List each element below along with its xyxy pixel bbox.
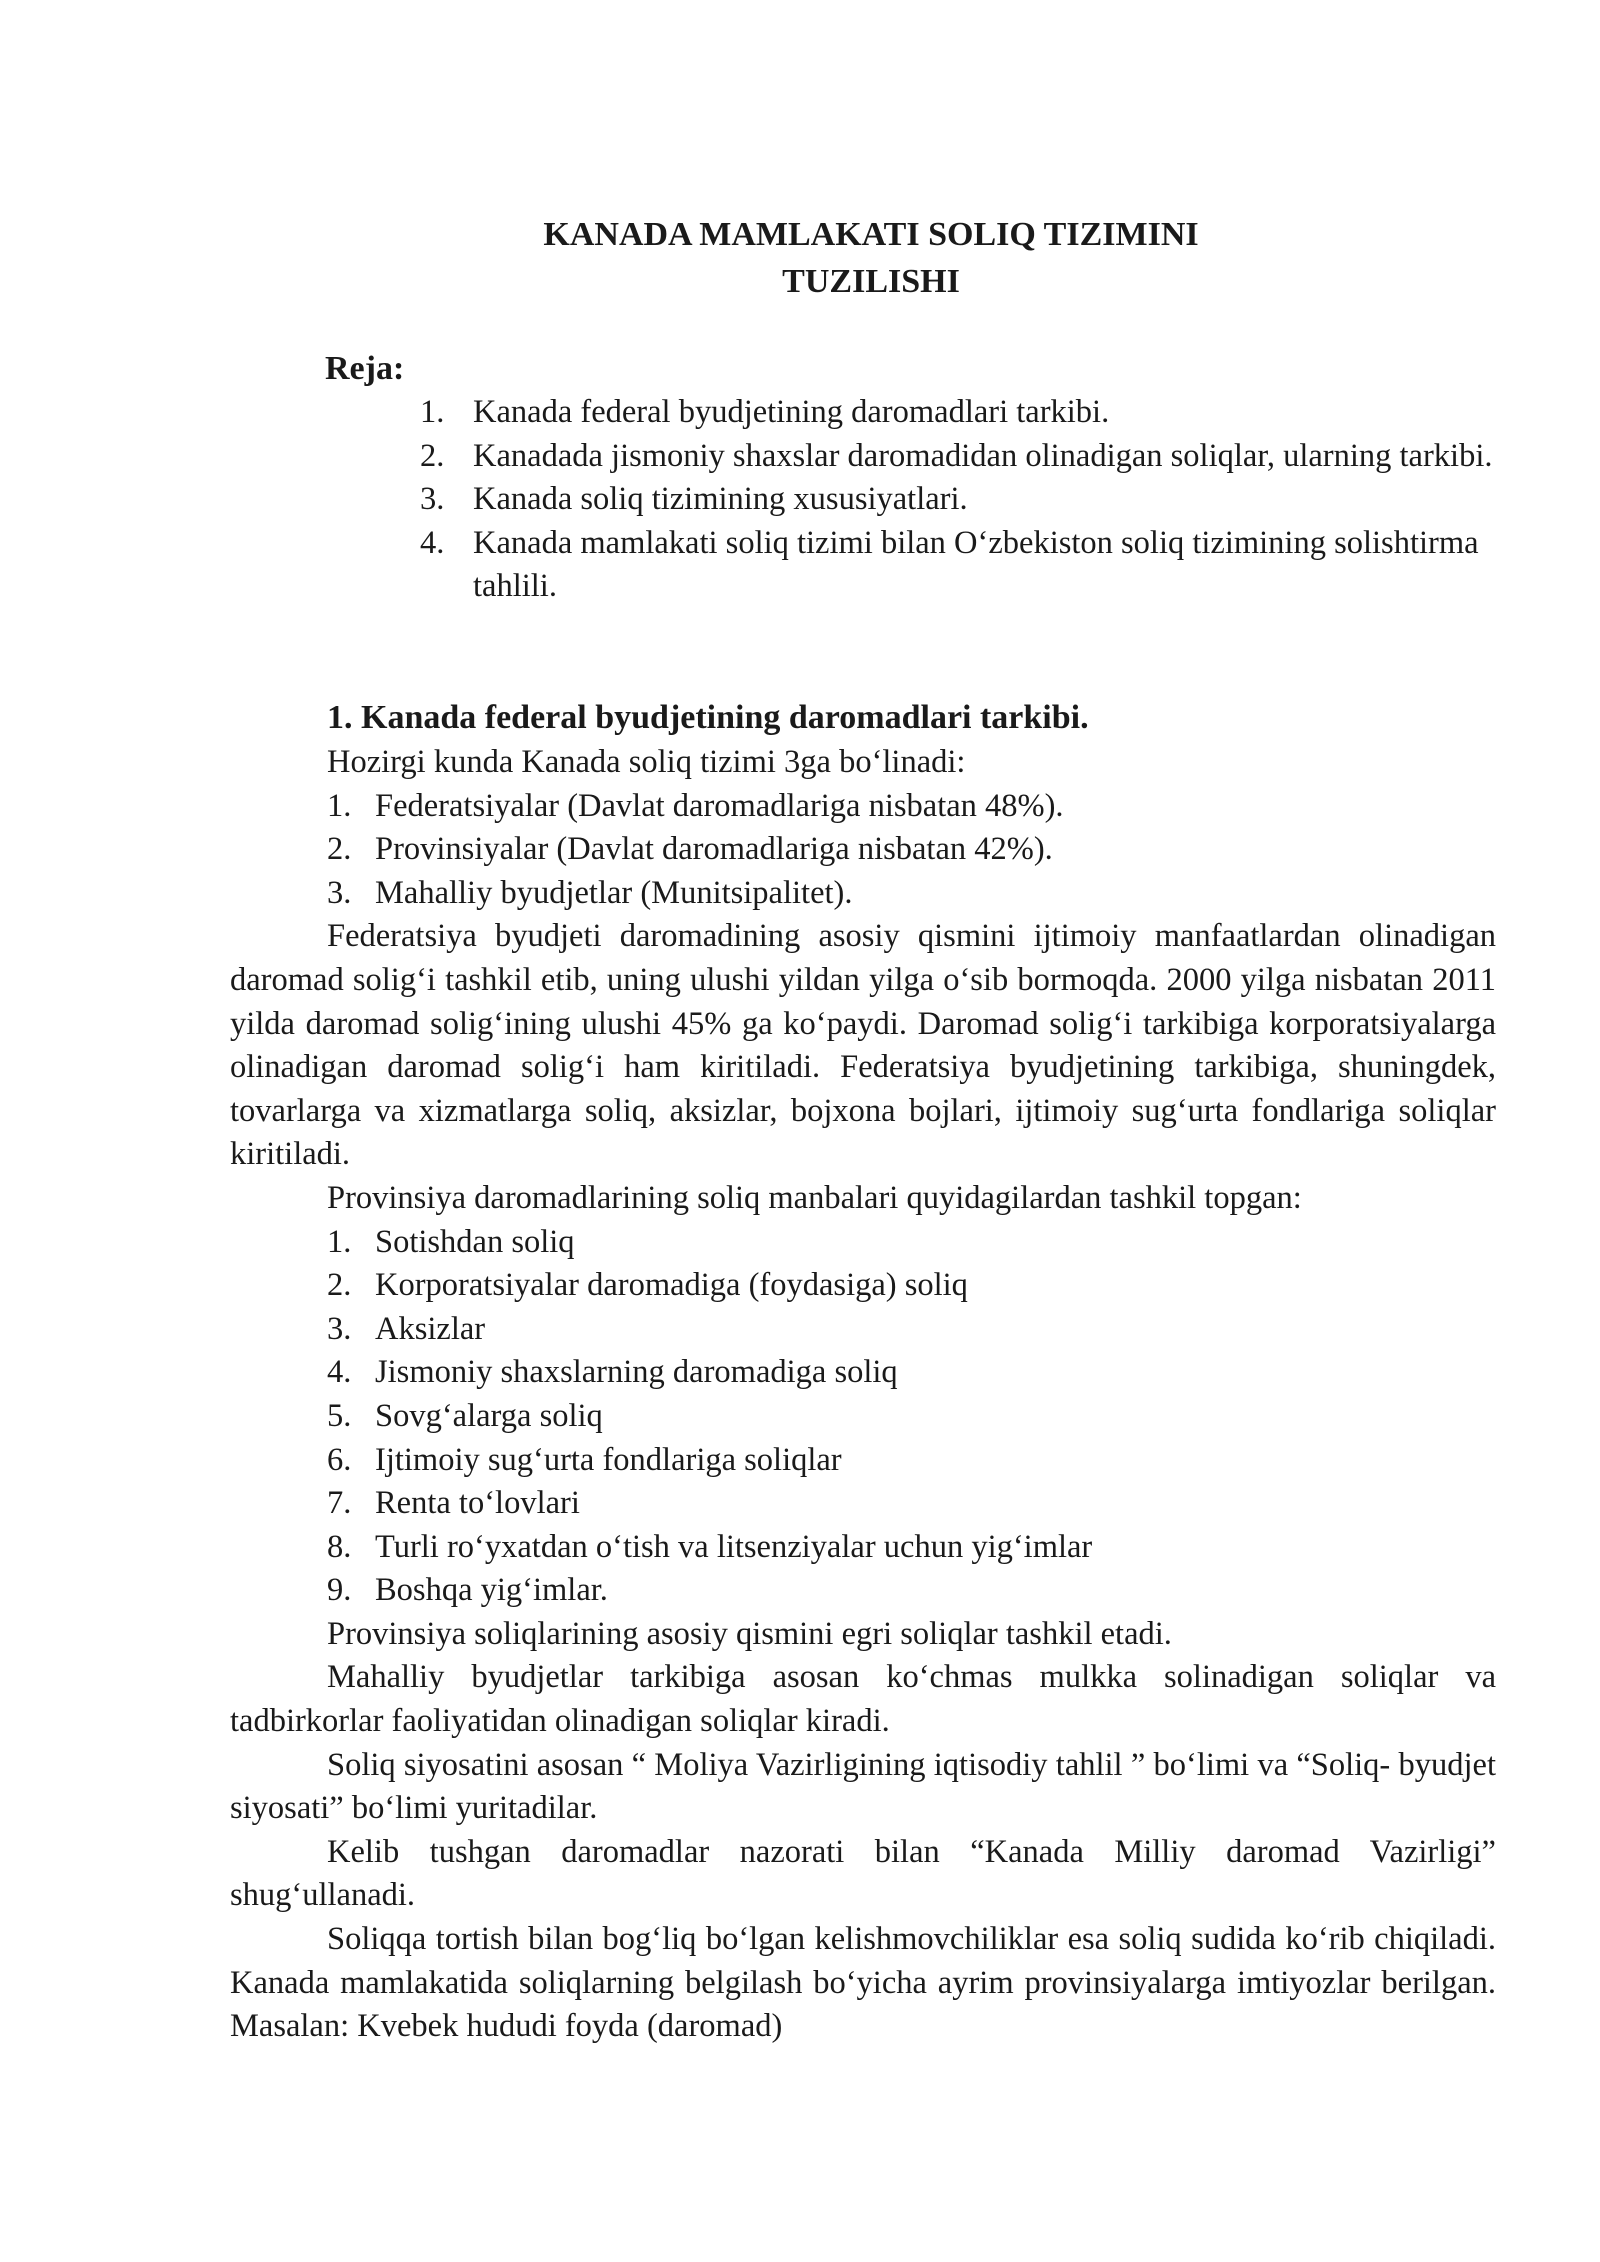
tax-policy-paragraph: Soliq siyosatini asosan “ Moliya Vazirligining iqtisodiy tahlil ” bo‘limi va “Soliq- byudjet siyosati” bo‘limi yuritadilar. [230, 1746, 1496, 1827]
list-item [230, 785, 1496, 829]
list-item-number: 3. [327, 1310, 352, 1347]
list-item-number: 8. [327, 1528, 352, 1565]
list-item-text: Sotishdan soliq [375, 1223, 575, 1260]
plan-item [420, 391, 1496, 435]
list-item-text: Federatsiyalar (Davlat daromadlariga nisbatan 48%). [375, 787, 1064, 824]
plan-list [420, 391, 1496, 609]
list-item-number: 4. [327, 1354, 352, 1391]
list-item-text: Aksizlar [375, 1310, 486, 1347]
list-item [230, 828, 1496, 872]
plan-item-text: Kanada mamlakati soliq tizimi bilan O‘zbekiston soliq tizimining solishtirma tahlili. [473, 524, 1479, 605]
list-item-number: 9. [327, 1572, 352, 1609]
provincial-intro-paragraph: Provinsiya daromadlarining soliq manbalari quyidagilardan tashkil topgan: [327, 1179, 1302, 1216]
document-title-line-2: TUZILISHI [782, 263, 960, 300]
list-item [230, 1395, 1496, 1439]
federal-budget-paragraph: Federatsiya byudjeti daromadining asosiy qismini ijtimoiy manfaatlardan olinadigan daromad solig‘i tashkil etib, uning ulushi yildan yilga o‘sib bormoqda. 2000 yilga nisbatan 2011 yilda daromad solig‘ining ulushi 45% ga ko‘paydi. Daromad solig‘i tarkibiga korporatsiyalarga olinadigan daromad solig‘i ham kiritiladi. Federatsiya byudjetining tarkibiga, shuningdek, tovarlarga va xizmatlarga soliq, aksizlar, bojxona bojlari, ijtimoiy sug‘urta fondlariga soliqlar kiritiladi. [230, 918, 1496, 1173]
list-item-text: Sovg‘alarga soliq [375, 1397, 603, 1434]
local-budgets-paragraph: Mahalliy byudjetlar tarkibiga asosan ko‘chmas mulkka solinadigan soliqlar va tadbirkorlar faoliyatidan olinadigan soliqlar kiradi. [230, 1659, 1496, 1740]
plan-item-number: 4. [420, 524, 445, 561]
intro-paragraph: Hozirgi kunda Kanada soliq tizimi 3ga bo‘linadi: [327, 744, 966, 780]
list-item [230, 1526, 1496, 1570]
plan-item-text: Kanada soliq tizimining xususiyatlari. [473, 481, 968, 518]
indirect-taxes-paragraph: Provinsiya soliqlarining asosiy qismini egri soliqlar tashkil etadi. [327, 1615, 1172, 1652]
document-title-line-1: KANADA MAMLAKATI SOLIQ TIZIMINI [543, 216, 1199, 253]
list-item-text: Provinsiyalar (Davlat daromadlariga nisbatan 42%). [375, 831, 1053, 868]
plan-item-number: 3. [420, 481, 445, 518]
revenue-control-paragraph: Kelib tushgan daromadlar nazorati bilan “Kanada Milliy daromad Vazirligi” shug‘ullanadi. [230, 1833, 1496, 1914]
list-item [230, 872, 1496, 916]
list-item-number: 6. [327, 1441, 352, 1478]
provincial-sources-list [230, 1221, 1496, 1613]
plan-item [420, 478, 1496, 522]
list-item [230, 1264, 1496, 1308]
list-item-text: Turli ro‘yxatdan o‘tish va litsenziyalar uchun yig‘imlar [375, 1528, 1093, 1565]
plan-item-text: Kanadada jismoniy shaxslar daromadidan olinadigan soliqlar, ularning tarkibi. [473, 437, 1493, 474]
plan-item [420, 435, 1496, 479]
section-heading: 1. Kanada federal byudjetining daromadlari tarkibi. [327, 699, 1089, 736]
list-item-text: Mahalliy byudjetlar (Munitsipalitet). [375, 874, 853, 911]
list-item [230, 1351, 1496, 1395]
list-item-text: Boshqa yig‘imlar. [375, 1572, 608, 1609]
tax-disputes-paragraph: Soliqqa tortish bilan bog‘liq bo‘lgan kelishmovchiliklar esa soliq sudida ko‘rib chiqiladi. Kanada mamlakatida soliqlarning belgilash bo‘yicha ayrim provinsiyalarga imtiyozlar berilgan. Masalan: Kvebek hududi foyda (daromad) [230, 1921, 1496, 2045]
list-item-text: Korporatsiyalar daromadiga (foydasiga) soliq [375, 1267, 968, 1304]
plan-item-text: Kanada federal byudjetining daromadlari tarkibi. [473, 394, 1110, 430]
list-item [230, 1308, 1496, 1352]
document-body [230, 741, 1496, 2049]
list-item [230, 1221, 1496, 1265]
plan-item [420, 522, 1496, 609]
list-item-number: 5. [327, 1397, 352, 1434]
budget-levels-list [230, 785, 1496, 916]
list-item-number: 7. [327, 1485, 352, 1522]
list-item-number: 2. [327, 1267, 352, 1304]
list-item-text: Renta to‘lovlari [375, 1485, 580, 1522]
list-item-text: Jismoniy shaxslarning daromadiga soliq [375, 1354, 898, 1391]
plan-item-number: 1. [420, 394, 445, 430]
list-item-number: 1. [327, 1223, 352, 1260]
list-item-number: 3. [327, 874, 352, 911]
list-item [230, 1439, 1496, 1483]
list-item-number: 1. [327, 787, 352, 824]
list-item-text: Ijtimoiy sug‘urta fondlariga soliqlar [375, 1441, 842, 1478]
list-item-number: 2. [327, 831, 352, 868]
plan-label: Reja: [325, 350, 405, 387]
plan-item-number: 2. [420, 437, 445, 474]
list-item [230, 1569, 1496, 1613]
list-item [230, 1482, 1496, 1526]
